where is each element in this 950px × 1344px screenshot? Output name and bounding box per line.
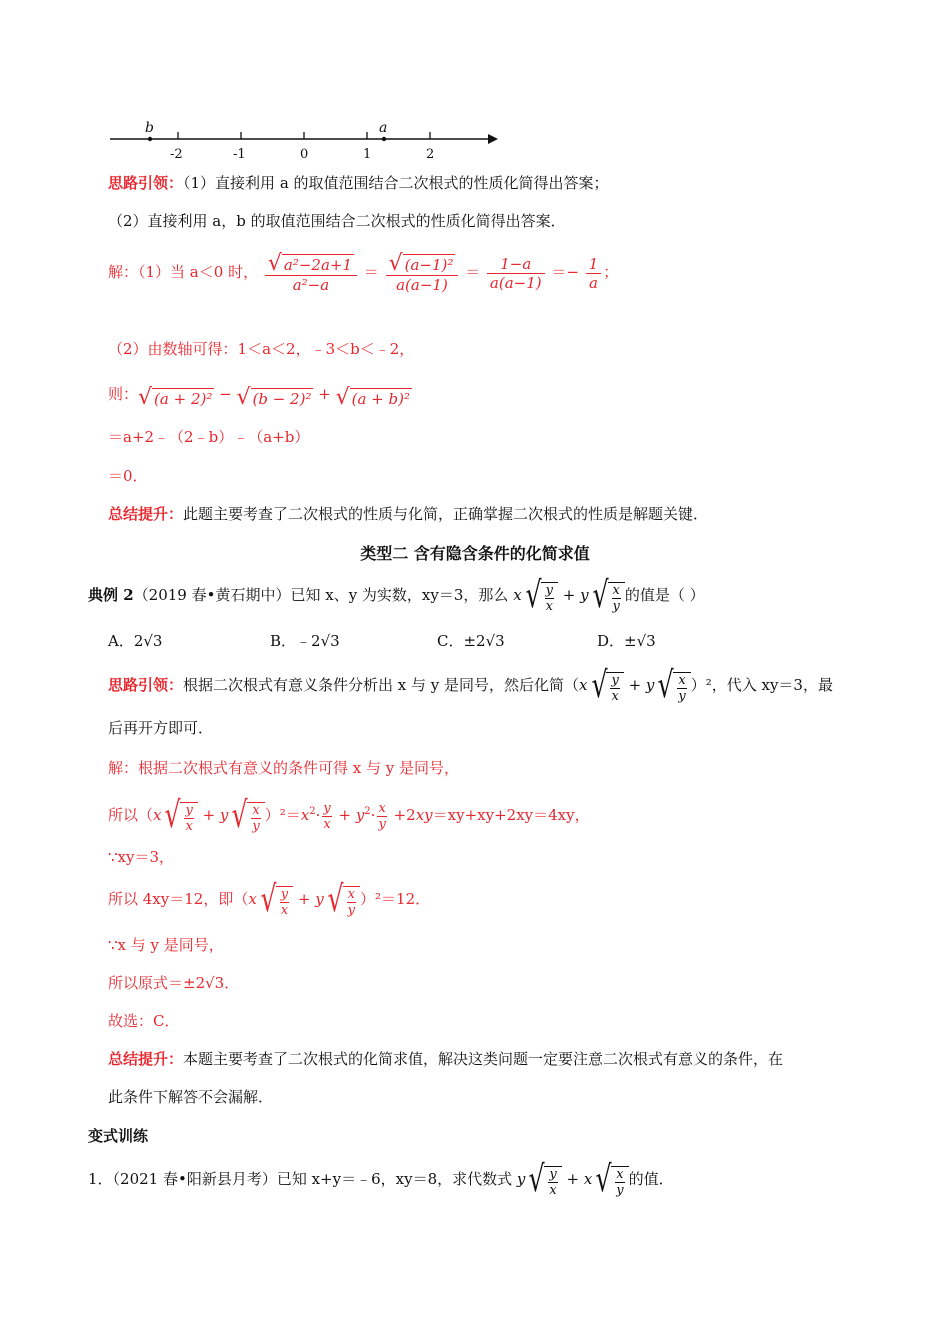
hint-label: 思路引领： xyxy=(108,174,184,192)
hint-text: ）²，代入 xy＝3，最 xyxy=(690,676,833,694)
ex1-solution-2-line-1: （2）由数轴可得：1＜a＜2，﹣3＜b＜﹣2， xyxy=(108,340,415,358)
question-text: 1．（2021 春•阳新县月考）已知 x+y＝﹣6，xy＝8，求代数式 xyxy=(88,1170,513,1188)
numberline-point-b: b xyxy=(145,120,154,136)
example-label: 典例 2 xyxy=(88,586,134,604)
numberline-point-a: a xyxy=(379,120,388,136)
solution-text: ）²＝12． xyxy=(360,890,431,908)
ex1-hint-line-2: （2）直接利用 a，b 的取值范围结合二次根式的性质化简得出答案． xyxy=(108,212,566,230)
solution-prefix: 解：（1）当 a＜0 时， xyxy=(108,263,259,281)
ex2-solution-line-2: 所以（x√ $\frac{y}{x}$ + y√ $\frac{x}{y}$ ）$^2=x^2\cdot$ $\frac{y}{x}$ + $y^2\cdot$ $\frac{x}{y}$ +2xy＝xy+xy+2xy＝4xy， xyxy=(108,795,590,836)
question-tail: 的值． xyxy=(628,1170,674,1188)
ex2-solution-line-3: ∵xy＝3， xyxy=(108,848,175,866)
ex1-solution-2-line-4: ＝0． xyxy=(108,467,148,485)
numberline-tick-label: -2 xyxy=(170,147,183,162)
solution-text: 所以 4xy＝12，即（ xyxy=(108,890,249,908)
question-text: （2019 春•黄石期中）已知 x、y 为实数，xy＝3，那么 xyxy=(133,586,509,604)
fraction-denominator: a(a−1) xyxy=(489,273,542,292)
solution-prefix: 则： xyxy=(108,385,139,403)
ex1-solution-2-line-2: 则：√ (a + 2)² − √ (b − 2)² + √ (a + b)² xyxy=(108,385,410,410)
numberline-tick-label: 1 xyxy=(363,147,372,162)
ex2-summary-line-1 xyxy=(108,1049,783,1069)
ex2-hint-line-1: 思路引领：根据二次根式有意义条件分析出 x 与 y 是同号，然后化简（x√ $\frac{y}{x}$ + y√ $\frac{x}{y}$ ）²，代入 xy＝3，最 xyxy=(108,665,833,706)
practice-title: 变式训练 xyxy=(88,1127,149,1145)
ex2-solution-line-6: 所以原式＝±2√3． xyxy=(108,974,240,992)
numberline-tick-label: -1 xyxy=(233,147,246,162)
fraction xyxy=(586,255,602,292)
ex2-solution-line-4: 所以 4xy＝12，即（x√ $\frac{y}{x}$ + y√ $\frac{x}{y}$ ）²＝12． xyxy=(108,879,431,920)
summary-label: 总结提升： xyxy=(108,505,184,523)
practice-question-1: 1．（2021 春•阳新县月考）已知 x+y＝﹣6，xy＝8，求代数式 y√ $\frac{y}{x}$ + x√ $\frac{x}{y}$ 的值． xyxy=(88,1159,674,1200)
ex1-solution-1: 解：（1）当 a＜0 时， $\frac{\text{√ a²−2a+1}}{\text{a²−a}}$ ＝ $\frac{\text{√ (a−1)²}}{a(a-1)}$ ＝ $\frac{1-a}{a(a-1)}$ ＝− $\frac{1}{a}$ ； xyxy=(108,250,619,294)
fraction-numerator: 1 xyxy=(586,255,602,274)
radicand: (b − 2)² xyxy=(252,390,312,408)
summary-text: 此题主要考查了二次根式的性质与化简，正确掌握二次根式的性质是解题关键． xyxy=(183,505,709,523)
fraction-numerator: 1−a xyxy=(487,255,545,274)
hint-text: （1）直接利用 a 的取值范围结合二次根式的性质化简得出答案； xyxy=(183,174,609,192)
section-title: 类型二 含有隐含条件的化简求值 xyxy=(360,544,590,563)
ex2-summary-line-2: 此条件下解答不会漏解． xyxy=(108,1088,274,1106)
solution-text: 所以（ xyxy=(108,806,154,824)
option-d[interactable]: D．±√3 xyxy=(597,632,656,650)
hint-text: 根据二次根式有意义条件分析出 x 与 y 是同号，然后化简（ xyxy=(183,676,580,694)
option-c[interactable]: C．±2√3 xyxy=(437,632,505,650)
ex2-solution-line-1: 解：根据二次根式有意义的条件可得 x 与 y 是同号， xyxy=(108,759,460,777)
fraction: $\frac{\text{√ (a−1)²}}{a(a-1)}$ xyxy=(386,253,459,294)
fraction-denominator: a xyxy=(589,273,598,292)
option-a[interactable]: A．2√3 xyxy=(108,632,163,650)
fraction-denominator: a²−a xyxy=(292,275,330,294)
radicand: (a + 2)² xyxy=(154,390,213,408)
numberline-tick-label: 0 xyxy=(300,147,309,162)
ex2-question: 典例 2（2019 春•黄石期中）已知 x、y 为实数，xy＝3，那么 x√ $\frac{y}{x}$ + y√ $\frac{x}{y}$ 的值是（ ） xyxy=(88,575,705,616)
solution-text: ＝xy+xy+2xy＝4xy， xyxy=(432,806,590,824)
ex1-solution-2-line-3: ＝a+2﹣（2﹣b）﹣（a+b） xyxy=(108,428,310,446)
fraction-numerator: a²−2a+1 xyxy=(283,255,353,274)
fraction-numerator: (a−1)² xyxy=(404,255,454,274)
ex2-solution-line-5: ∵x 与 y 是同号， xyxy=(108,936,224,954)
ex2-hint-line-2: 后再开方即可． xyxy=(108,719,214,737)
fraction: $\frac{\text{√ a²−2a+1}}{\text{a²−a}}$ xyxy=(265,253,357,294)
ex1-hint-line-1 xyxy=(108,173,609,193)
numberline-tick-label: 2 xyxy=(426,147,435,162)
summary-text: 本题主要考查了二次根式的化简求值，解决这类问题一定要注意二次根式有意义的条件，在 xyxy=(183,1050,784,1068)
hint-label: 思路引领： xyxy=(108,676,184,694)
radicand: (a + b)² xyxy=(351,390,410,408)
option-b[interactable]: B．﹣2√3 xyxy=(270,632,340,650)
fraction xyxy=(487,255,545,292)
question-tail: 的值是（ ） xyxy=(624,586,705,604)
solution-text: ）²＝ xyxy=(264,806,301,824)
summary-label: 总结提升： xyxy=(108,1050,184,1068)
ex1-summary xyxy=(108,504,708,524)
ex2-solution-line-7: 故选：C． xyxy=(108,1012,180,1030)
fraction-denominator: a(a−1) xyxy=(396,275,448,294)
